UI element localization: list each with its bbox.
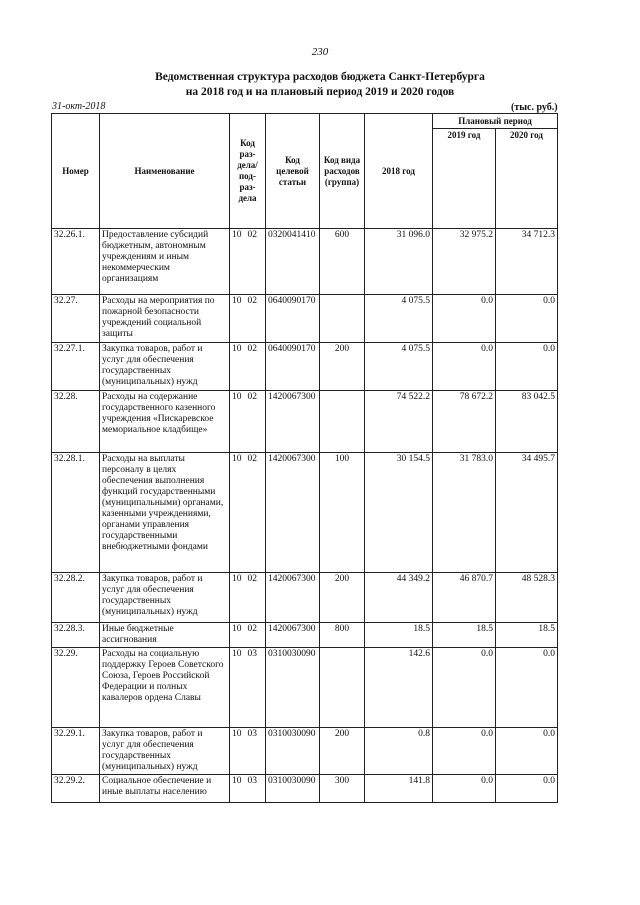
header-razdel: Код раз-дела/ под-раз-дела xyxy=(230,114,266,229)
row-vid-rashodov: 800 xyxy=(320,623,365,648)
row-razdel-code: 10 xyxy=(232,230,242,240)
row-value-2020: 0.0 xyxy=(496,648,558,728)
row-name: Расходы на социальную поддержку Героев Советского Союза, Героев Российской Федерации и полных кавалеров ордена Славы xyxy=(100,648,230,728)
row-name: Закупка товаров, работ и услуг для обеспечения государственных (муниципальных) нужд xyxy=(100,728,230,775)
row-razdel xyxy=(230,229,266,295)
row-value-2019: 0.0 xyxy=(433,775,496,803)
table-row xyxy=(52,775,558,803)
row-value-2018: 30 154.5 xyxy=(365,453,433,573)
row-vid-rashodov: 200 xyxy=(320,343,365,391)
row-value-2020: 0.0 xyxy=(496,775,558,803)
row-razdel xyxy=(230,573,266,623)
row-celevaya-statya: 1420067300 xyxy=(266,391,320,453)
row-value-2018: 74 522.2 xyxy=(365,391,433,453)
row-value-2020: 0.0 xyxy=(496,728,558,775)
table-row xyxy=(52,391,558,453)
row-razdel-code: 10 xyxy=(232,776,242,786)
header-2020: 2020 год xyxy=(496,129,558,229)
row-celevaya-statya: 0310030090 xyxy=(266,728,320,775)
document-title xyxy=(0,70,640,100)
row-value-2020: 34 495.7 xyxy=(496,453,558,573)
row-podrazdel-code: 02 xyxy=(247,574,257,584)
table-row xyxy=(52,573,558,623)
title-line-1: Ведомственная структура расходов бюджета Санкт-Петербурга xyxy=(155,71,485,83)
row-value-2018: 4 075.5 xyxy=(365,295,433,343)
row-razdel-code: 10 xyxy=(232,296,242,306)
row-value-2019: 32 975.2 xyxy=(433,229,496,295)
row-value-2019: 0.0 xyxy=(433,343,496,391)
row-podrazdel-code: 02 xyxy=(247,454,257,464)
table-row xyxy=(52,295,558,343)
row-razdel xyxy=(230,775,266,803)
row-razdel xyxy=(230,295,266,343)
row-vid-rashodov: 200 xyxy=(320,728,365,775)
row-number: 32.26.1. xyxy=(52,229,100,295)
row-number: 32.28.3. xyxy=(52,623,100,648)
row-razdel-code: 10 xyxy=(232,624,242,634)
row-value-2020: 34 712.3 xyxy=(496,229,558,295)
row-value-2020: 0.0 xyxy=(496,295,558,343)
row-value-2019: 78 672.2 xyxy=(433,391,496,453)
row-number: 32.27.1. xyxy=(52,343,100,391)
row-value-2019: 0.0 xyxy=(433,295,496,343)
row-podrazdel-code: 02 xyxy=(247,296,257,306)
row-razdel xyxy=(230,648,266,728)
page-number: 230 xyxy=(311,46,329,58)
row-vid-rashodov: 300 xyxy=(320,775,365,803)
row-celevaya-statya: 0320041410 xyxy=(266,229,320,295)
row-podrazdel-code: 02 xyxy=(247,624,257,634)
table-row xyxy=(52,623,558,648)
row-podrazdel-code: 02 xyxy=(247,344,257,354)
row-vid-rashodov xyxy=(320,648,365,728)
row-name: Социальное обеспечение и иные выплаты населению xyxy=(100,775,230,803)
row-podrazdel-code: 02 xyxy=(247,392,257,402)
row-value-2019: 31 783.0 xyxy=(433,453,496,573)
row-number: 32.29.1. xyxy=(52,728,100,775)
row-number: 32.27. xyxy=(52,295,100,343)
row-number: 32.28.2. xyxy=(52,573,100,623)
row-vid-rashodov: 100 xyxy=(320,453,365,573)
row-value-2018: 44 349.2 xyxy=(365,573,433,623)
row-name: Расходы на мероприятия по пожарной безопасности учреждений социальной защиты xyxy=(100,295,230,343)
header-number: Номер xyxy=(52,114,100,229)
row-value-2019: 18.5 xyxy=(433,623,496,648)
row-name: Расходы на содержание государственного казенного учреждения «Пискаревское мемориальное кладбище» xyxy=(100,391,230,453)
row-name: Иные бюджетные ассигнования xyxy=(100,623,230,648)
row-celevaya-statya: 0640090170 xyxy=(266,343,320,391)
row-value-2018: 0.8 xyxy=(365,728,433,775)
row-razdel-code: 10 xyxy=(232,344,242,354)
row-vid-rashodov: 200 xyxy=(320,573,365,623)
row-razdel-code: 10 xyxy=(232,454,242,464)
row-celevaya-statya: 1420067300 xyxy=(266,453,320,573)
row-value-2020: 18.5 xyxy=(496,623,558,648)
row-vid-rashodov xyxy=(320,391,365,453)
row-value-2018: 18.5 xyxy=(365,623,433,648)
row-value-2018: 142.6 xyxy=(365,648,433,728)
budget-table xyxy=(51,113,558,803)
row-celevaya-statya: 0310030090 xyxy=(266,648,320,728)
row-name: Закупка товаров, работ и услуг для обеспечения государственных (муниципальных) нужд xyxy=(100,343,230,391)
row-podrazdel-code: 02 xyxy=(247,230,257,240)
row-value-2018: 31 096.0 xyxy=(365,229,433,295)
header-name: Наименование xyxy=(100,114,230,229)
header-plan-period: Плановый период xyxy=(433,114,558,129)
row-razdel xyxy=(230,453,266,573)
row-value-2019: 0.0 xyxy=(433,728,496,775)
row-number: 32.29. xyxy=(52,648,100,728)
header-celevaya: Код целевой статьи xyxy=(266,114,320,229)
row-podrazdel-code: 03 xyxy=(247,776,257,786)
row-value-2020: 83 042.5 xyxy=(496,391,558,453)
row-razdel-code: 10 xyxy=(232,649,242,659)
table-row xyxy=(52,728,558,775)
row-podrazdel-code: 03 xyxy=(247,649,257,659)
row-value-2018: 4 075.5 xyxy=(365,343,433,391)
row-podrazdel-code: 03 xyxy=(247,729,257,739)
title-line-2: на 2018 год и на плановый период 2019 и 2020 годов xyxy=(185,86,455,98)
row-razdel xyxy=(230,391,266,453)
units-label: (тыс. руб.) xyxy=(511,102,558,113)
row-value-2019: 0.0 xyxy=(433,648,496,728)
row-name: Расходы на выплаты персоналу в целях обеспечения выполнения функций государственными (муниципальными) органами, казенными учреждениями, органами управления государственными внебюджетными фондами xyxy=(100,453,230,573)
row-number: 32.29.2. xyxy=(52,775,100,803)
row-value-2020: 0.0 xyxy=(496,343,558,391)
row-vid-rashodov xyxy=(320,295,365,343)
row-value-2020: 48 528.3 xyxy=(496,573,558,623)
row-name: Закупка товаров, работ и услуг для обеспечения государственных (муниципальных) нужд xyxy=(100,573,230,623)
header-vid: Код вида расходов (группа) xyxy=(320,114,365,229)
header-2018: 2018 год xyxy=(365,114,433,229)
row-razdel xyxy=(230,343,266,391)
row-number: 32.28.1. xyxy=(52,453,100,573)
table-row xyxy=(52,453,558,573)
header-2019: 2019 год xyxy=(433,129,496,229)
document-date: 31-окт-2018 xyxy=(52,101,106,112)
row-name: Предоставление субсидий бюджетным, автономным учреждениям и иным некоммерческим организациям xyxy=(100,229,230,295)
row-vid-rashodov: 600 xyxy=(320,229,365,295)
row-razdel-code: 10 xyxy=(232,392,242,402)
row-number: 32.28. xyxy=(52,391,100,453)
row-value-2019: 46 870.7 xyxy=(433,573,496,623)
row-celevaya-statya: 1420067300 xyxy=(266,573,320,623)
row-celevaya-statya: 0310030090 xyxy=(266,775,320,803)
table-row xyxy=(52,343,558,391)
row-razdel-code: 10 xyxy=(232,729,242,739)
row-value-2018: 141.8 xyxy=(365,775,433,803)
row-razdel-code: 10 xyxy=(232,574,242,584)
table-row xyxy=(52,648,558,728)
table-row xyxy=(52,229,558,295)
row-celevaya-statya: 1420067300 xyxy=(266,623,320,648)
row-razdel xyxy=(230,728,266,775)
row-celevaya-statya: 0640090170 xyxy=(266,295,320,343)
row-razdel xyxy=(230,623,266,648)
